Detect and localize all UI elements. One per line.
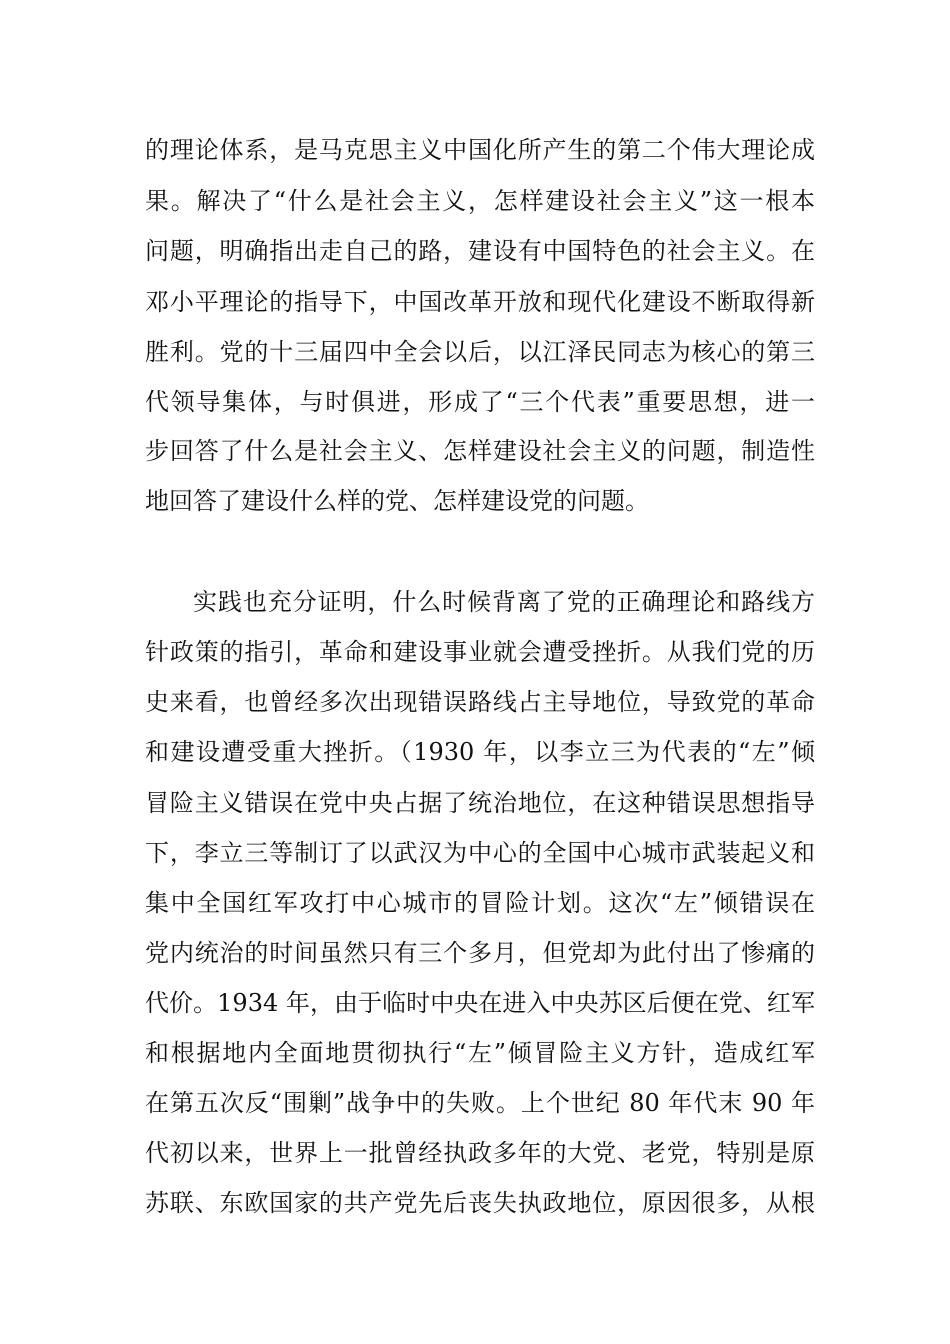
paragraph-2-line-9: 代价。1934 年，由于临时中央在进入中央苏区后便在党、红军 [145,989,815,1017]
paragraph-2-line-6: 下，李立三等制订了以武汉为中心的全国中心城市武装起义和 [145,839,815,867]
paragraph-1-line-8: 地回答了建设什么样的党、怎样建设党的问题。 [145,487,649,515]
paragraph-2-line-11: 在第五次反“围剿”战争中的失败。上个世纪 80 年代末 90 年 [145,1089,815,1117]
paragraph-1-line-3: 问题，明确指出走自己的路，建设有中国特色的社会主义。在 [145,237,815,265]
paragraph-2-line-12: 代初以来，世界上一批曾经执政多年的大党、老党，特别是原 [145,1139,815,1167]
paragraph-1-line-2: 果。解决了“什么是社会主义，怎样建设社会主义”这一根本 [145,187,815,215]
paragraph-2-line-7: 集中全国红军攻打中心城市的冒险计划。这次“左”倾错误在 [145,889,815,917]
paragraph-2-line-10: 和根据地内全面地贯彻执行“左”倾冒险主义方针，造成红军 [145,1039,815,1067]
paragraph-2-line-13: 苏联、东欧国家的共产党先后丧失执政地位，原因很多，从根 [145,1189,815,1217]
paragraph-2-line-8: 党内统治的时间虽然只有三个多月，但党却为此付出了惨痛的 [145,939,815,967]
paragraph-2-line-4: 和建设遭受重大挫折。（1930 年，以李立三为代表的“左”倾 [145,738,815,766]
paragraph-1-line-5: 胜利。党的十三届四中全会以后，以江泽民同志为核心的第三 [145,338,815,366]
paragraph-2-line-3: 史来看，也曾经多次出现错误路线占主导地位，导致党的革命 [145,688,815,716]
paragraph-1-line-6: 代领导集体，与时俱进，形成了“三个代表”重要思想，进一 [145,388,815,416]
paragraph-1-line-7: 步回答了什么是社会主义、怎样建设社会主义的问题，制造性 [145,437,815,465]
paragraph-1-line-1: 的理论体系，是马克思主义中国化所产生的第二个伟大理论成 [145,136,815,164]
paragraph-2-line-5: 冒险主义错误在党中央占据了统治地位，在这种错误思想指导 [145,789,815,817]
paragraph-2-line-1: 实践也充分证明，什么时候背离了党的正确理论和路线方 [193,588,815,616]
paragraph-2-line-2: 针政策的指引，革命和建设事业就会遭受挫折。从我们党的历 [145,638,815,666]
paragraph-1-line-4: 邓小平理论的指导下，中国改革开放和现代化建设不断取得新 [145,288,815,316]
